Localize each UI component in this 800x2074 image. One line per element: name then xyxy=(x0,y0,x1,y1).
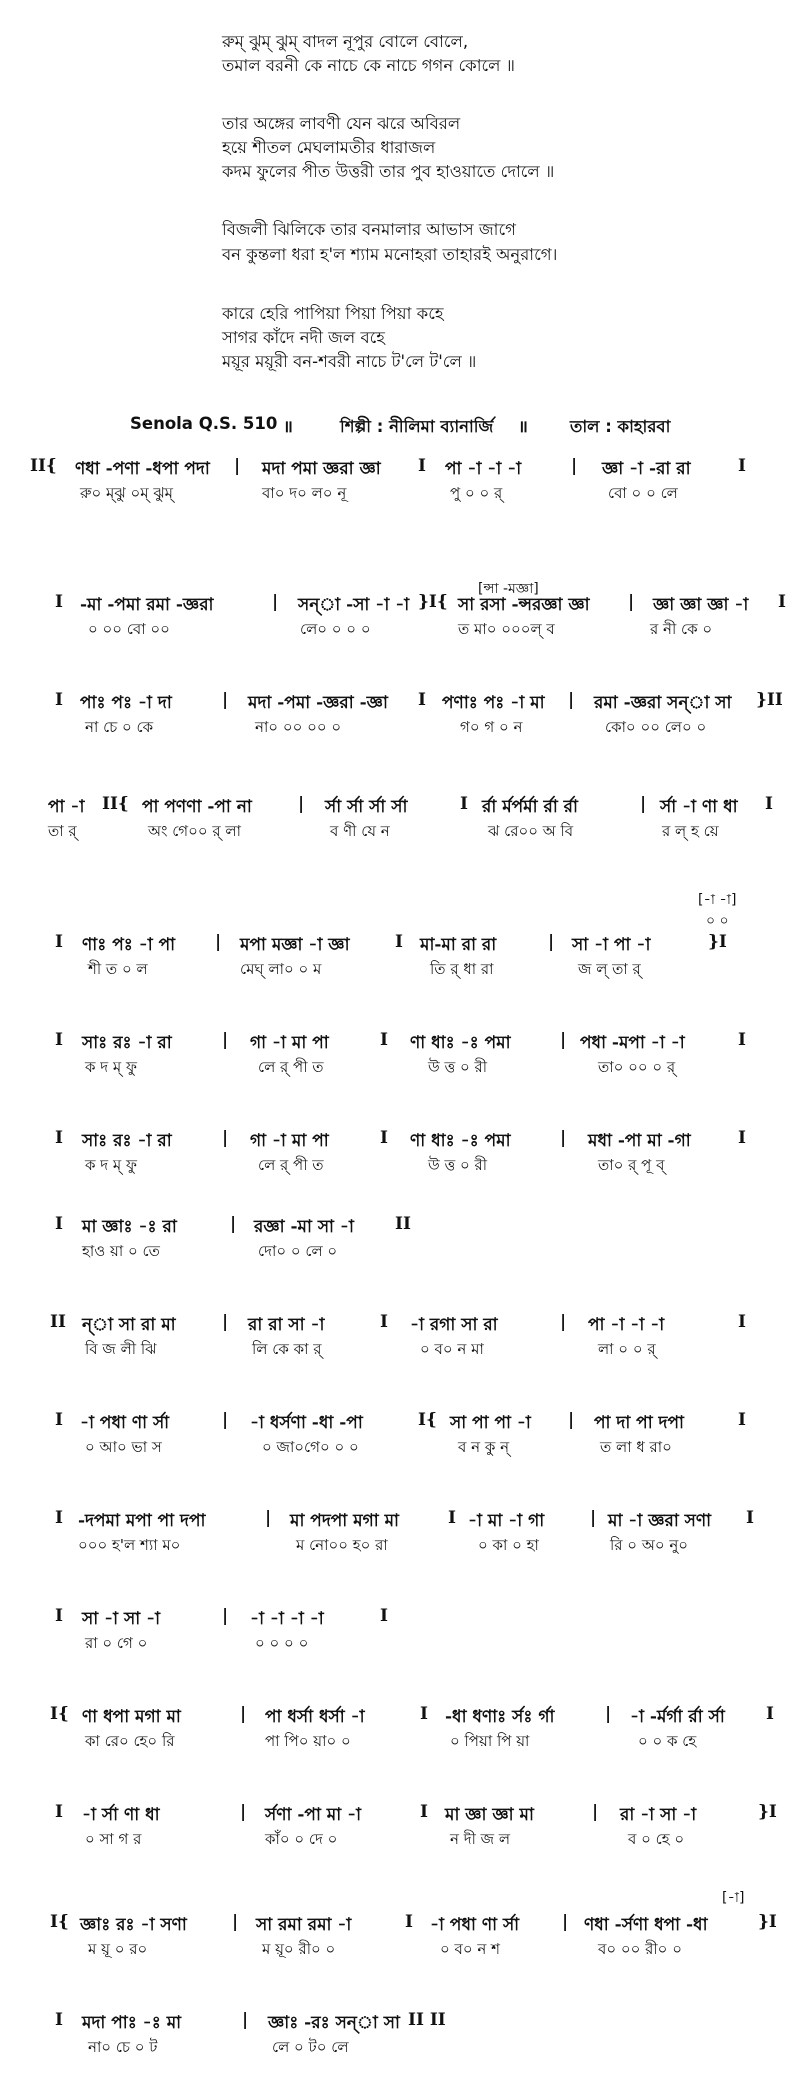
lyric-syllables: বো ০ ০ লে xyxy=(608,484,678,502)
barline: I xyxy=(778,592,786,612)
lyric-line: তার অঙ্গের লাবণী যেন ঝরে অবিরল xyxy=(222,114,461,133)
notation-cell: সাঃ রঃ -া রা xyxy=(82,1033,172,1053)
notation-cell: র্রা র্মর্পর্মা র্রা র্রা xyxy=(482,797,578,817)
barline: | xyxy=(222,1606,229,1626)
lyric-syllables: ০ কা ০ হা xyxy=(478,1536,539,1554)
notation-cell: পা -া -া -া xyxy=(445,459,522,479)
barline: I xyxy=(738,1030,746,1050)
barline: | xyxy=(265,1508,272,1528)
barline: I xyxy=(380,1128,388,1148)
barline: II{ xyxy=(102,794,129,814)
lyric-line: কদম ফুলের পীত উত্তরী তার পুব হাওয়াতে দোলে ॥ xyxy=(222,162,555,181)
notation-cell: পা -া xyxy=(48,797,85,817)
barline: II{ xyxy=(30,456,57,476)
notation-cell: সা -া সা -া xyxy=(82,1609,161,1629)
barline: I xyxy=(55,690,63,710)
lyric-syllables: না চে ০ কে xyxy=(85,718,154,736)
lyric-line: সাগর কাঁদে নদী জল বহে xyxy=(222,328,385,347)
lyric-syllables: রি ০ অ০ নু০ xyxy=(610,1536,689,1554)
barline: | xyxy=(242,2010,249,2030)
lyric-line: বিজলী ঝিলিকে তার বনমালার আভাস জাগে xyxy=(222,220,516,239)
lyric-syllables: লি কে কা র্‌ xyxy=(252,1340,322,1358)
lyric-syllables: র ল্‌ হ য়ে xyxy=(662,822,719,840)
barline: }I{ xyxy=(418,592,448,612)
barline: | xyxy=(640,794,647,814)
barline: | xyxy=(234,456,241,476)
barline: I xyxy=(55,1128,63,1148)
barline: | xyxy=(272,592,279,612)
lyric-syllables: দো০ ০ লে ০ xyxy=(258,1242,338,1260)
lyric-syllables: ত মা০ ০০০ল্‌ ব xyxy=(458,620,555,638)
lyric-syllables: লে র্‌ পী ত xyxy=(258,1156,324,1174)
taal-name: তাল : কাহারবা xyxy=(570,417,671,436)
separator-mark: ॥ xyxy=(283,417,293,436)
notation-cell: পা পণণা -পা না xyxy=(142,797,252,817)
barline: I xyxy=(380,1030,388,1050)
lyric-line: বন কুন্তলা ধরা হ'ল শ্যাম মনোহরা তাহারই অনুরাগে। xyxy=(222,245,558,264)
lyric-syllables: বি জ লী ঝি xyxy=(85,1340,157,1358)
notation-cell: জ্ঞা -া -রা রা xyxy=(602,459,691,479)
notation-cell: পা দা পা দপা xyxy=(594,1413,684,1433)
notation-cell: সা রমা রমা -া xyxy=(256,1915,352,1935)
barline: I xyxy=(55,1508,63,1528)
barline: I xyxy=(418,456,426,476)
notation-cell: রা রা সা -া xyxy=(248,1315,325,1335)
barline: | xyxy=(298,794,305,814)
notation-cell: -া রগা সা রা xyxy=(410,1315,498,1335)
lyric-syllables: র নী কে ০ xyxy=(650,620,713,638)
barline: | xyxy=(605,1704,612,1724)
lyric-line: ময়ূর ময়ূরী বন-শবরী নাচে ট'লে ট'লে ॥ xyxy=(222,352,477,371)
barline: II II xyxy=(408,2010,446,2030)
notation-cell: -া ধর্সণা -ধা -পা xyxy=(250,1413,363,1433)
lyric-syllables: ০ ০ ০ ০ xyxy=(255,1634,309,1652)
barline: | xyxy=(240,1802,247,1822)
barline: I xyxy=(418,690,426,710)
lyric-syllables: শী ত ০ ল xyxy=(88,960,148,978)
notation-cell: মপা মজ্ঞা -া জ্ঞা xyxy=(240,935,350,955)
notation-cell: মা জ্ঞা জ্ঞা মা xyxy=(445,1805,534,1825)
lyric-syllables: ত লা ধ রা০ xyxy=(600,1438,672,1456)
barline: | xyxy=(222,1128,229,1148)
notation-cell: র্সণা -পা মা -া xyxy=(265,1805,362,1825)
notation-cell: রমা -জ্ঞরা সন্া সা xyxy=(594,693,732,713)
barline: I xyxy=(380,1606,388,1626)
barline: I xyxy=(55,1606,63,1626)
barline: I xyxy=(380,1312,388,1332)
barline: }II xyxy=(756,690,783,710)
notation-cell: পা -া -া -া xyxy=(588,1315,665,1335)
barline: I xyxy=(738,1410,746,1430)
barline: | xyxy=(562,1912,569,1932)
record-number: Senola Q.S. 510 xyxy=(130,414,278,433)
notation-cell: র্সা র্সা র্সা র্সা xyxy=(325,797,408,817)
notation-cell: -মা -পমা রমা -জ্ঞরা xyxy=(80,595,214,615)
barline: | xyxy=(232,1912,239,1932)
lyric-syllables: উ ত্ত ০ রী xyxy=(428,1156,488,1174)
lyric-syllables: লে ০ ট০ লে xyxy=(272,2038,349,2056)
lyric-syllables: রু০ ম্‌ঝু ০ম্‌ ঝুম্‌ xyxy=(80,484,174,502)
notation-annotation: [-া -া] xyxy=(698,892,737,908)
notation-cell: -া -র্মর্গা র্রা র্সা xyxy=(630,1707,725,1727)
lyric-syllables: লে র্‌ পী ত xyxy=(258,1058,324,1076)
notation-cell: সা পা পা -া xyxy=(450,1413,531,1433)
notation-cell: রজ্ঞা -মা সা -া xyxy=(254,1217,354,1237)
lyric-line: হয়ে শীতল মেঘলামতীর ধারাজল xyxy=(222,138,436,157)
barline: | xyxy=(230,1214,237,1234)
lyric-syllables: হাও য়া ০ তে xyxy=(82,1242,160,1260)
notation-cell: পধা -মপা -া -া xyxy=(580,1033,685,1053)
lyric-syllables: ০ জা০গে০ ০ ০ xyxy=(262,1438,359,1456)
barline: I xyxy=(55,932,63,952)
barline: | xyxy=(560,1128,567,1148)
barline: I xyxy=(738,1312,746,1332)
notation-cell: ণা ধপা মগা মা xyxy=(82,1707,181,1727)
barline: I xyxy=(55,592,63,612)
lyric-syllables: ঝ রে০০ অ বি xyxy=(488,822,574,840)
barline: | xyxy=(222,690,229,710)
lyric-syllables: কো০ ০০ লে০ ০ xyxy=(605,718,707,736)
lyric-syllables: ব ০ হে ০ xyxy=(628,1830,685,1848)
lyric-syllables: গ০ গ ০ ন xyxy=(460,718,523,736)
barline: I{ xyxy=(50,1912,69,1932)
lyric-syllables: ন দী জ ল xyxy=(450,1830,511,1848)
lyric-syllables: ব ন কু ন্‌ xyxy=(458,1438,510,1456)
lyric-syllables: ০ আ০ ভা স xyxy=(85,1438,162,1456)
lyric-syllables: লা ০ ০ র্‌ xyxy=(598,1340,656,1358)
lyric-syllables: ম য়ূ ০ র০ xyxy=(88,1940,148,1958)
notation-cell: ণধা -পণা -ধপা পদা xyxy=(75,459,210,479)
barline: }I xyxy=(758,1802,777,1822)
lyric-syllables: ম নো০০ হ০ রা xyxy=(296,1536,388,1554)
barline: | xyxy=(568,690,575,710)
barline: I xyxy=(420,1802,428,1822)
barline: II xyxy=(50,1312,66,1332)
notation-cell: ন্া সা রা মা xyxy=(82,1315,176,1335)
lyric-syllables: রা ০ গে ০ xyxy=(85,1634,148,1652)
lyric-syllables: ০ ০ ক হে xyxy=(638,1732,697,1750)
barline: I xyxy=(738,456,746,476)
notation-cell: মধা -পা মা -গা xyxy=(588,1131,691,1151)
lyric-syllables: পু ০ ০ র্‌ xyxy=(450,484,503,502)
notation-cell: ণধা -র্সণা ধপা -ধা xyxy=(584,1915,708,1935)
notation-cell: পণাঃ পঃ -া মা xyxy=(442,693,545,713)
barline: II xyxy=(395,1214,411,1234)
lyric-line: কারে হেরি পাপিয়া পিয়া পিয়া কহে xyxy=(222,304,444,323)
lyric-syllables: ০ ব০ ন মা xyxy=(420,1340,484,1358)
notation-cell: মদা পাঃ -ঃ মা xyxy=(82,2013,182,2033)
barline: I xyxy=(766,1704,774,1724)
barline: I xyxy=(420,1704,428,1724)
notation-cell: পা ধর্সা ধর্সা -া xyxy=(265,1707,365,1727)
barline: }I xyxy=(758,1912,777,1932)
separator-mark: ॥ xyxy=(518,417,528,436)
barline: | xyxy=(560,1312,567,1332)
lyric-syllables: ব ণী যে ন xyxy=(330,822,390,840)
notation-cell: পাঃ পঃ -া দা xyxy=(80,693,172,713)
lyric-syllables: ০ পিয়া পি য়া xyxy=(450,1732,530,1750)
notation-cell: ণাঃ পঃ -া পা xyxy=(82,935,176,955)
notation-cell: সা রসা -ন্সরজ্ঞা জ্ঞা xyxy=(458,595,590,615)
notation-cell: -দপমা মপা পা দপা xyxy=(78,1511,206,1531)
barline: I xyxy=(395,932,403,952)
barline: | xyxy=(222,1312,229,1332)
lyric-syllables: ০০০ হ'ল শ্যা ম০ xyxy=(78,1536,181,1554)
lyric-line: তমাল বরনী কে নাচে কে নাচে গগন কোলে ॥ xyxy=(222,56,515,75)
lyric-syllables: না০ ০০ ০০ ০ xyxy=(255,718,342,736)
notation-cell: গা -া মা পা xyxy=(250,1033,329,1053)
barline: | xyxy=(628,592,635,612)
lyric-syllables: কাঁ০ ০ দে ০ xyxy=(265,1830,338,1848)
barline: | xyxy=(215,932,222,952)
notation-annotation: [-া] xyxy=(722,1890,745,1906)
lyric-syllables: ০ ব০ ন শ xyxy=(440,1940,500,1958)
barline: | xyxy=(222,1410,229,1430)
lyric-syllables: ম য়ূ০ রী০ ০ xyxy=(262,1940,336,1958)
barline: I{ xyxy=(418,1410,437,1430)
lyric-syllables: উ ত্ত ০ রী xyxy=(428,1058,488,1076)
notation-annotation: [ন্সা -মজ্ঞা] xyxy=(478,581,539,597)
barline: I xyxy=(765,794,773,814)
barline: }I xyxy=(708,932,727,952)
barline: I xyxy=(738,1128,746,1148)
notation-cell: র্সা -া ণা ধা xyxy=(660,797,738,817)
notation-cell: ণা ধাঃ -ঃ পমা xyxy=(410,1033,511,1053)
lyric-syllables: মেঘ্‌ লা০ ০ ম xyxy=(240,960,322,978)
barline: | xyxy=(571,456,578,476)
barline: | xyxy=(240,1704,247,1724)
barline: I xyxy=(55,1214,63,1234)
barline: I xyxy=(746,1508,754,1528)
notation-cell: সন্া -সা -া -া xyxy=(298,595,410,615)
barline: | xyxy=(548,932,555,952)
barline: I xyxy=(448,1508,456,1528)
lyric-syllables: তা০ ০০ ০ র্‌ xyxy=(598,1058,676,1076)
lyric-syllables: তা র্‌ xyxy=(48,822,77,840)
barline: | xyxy=(568,1410,575,1430)
barline: I xyxy=(405,1912,413,1932)
barline: | xyxy=(592,1802,599,1822)
notation-cell: গা -া মা পা xyxy=(250,1131,329,1151)
lyric-syllables: ক দ ম্‌ ফু xyxy=(85,1156,137,1174)
lyric-syllables: ০ ০০ বো ০০ xyxy=(88,620,170,638)
notation-cell: মদা -পমা -জ্ঞরা -জ্ঞা xyxy=(248,693,388,713)
lyric-syllables: বা০ দ০ ল০ নূ xyxy=(262,484,347,502)
notation-cell: মা -া জ্ঞরা সণা xyxy=(608,1511,712,1531)
barline: | xyxy=(560,1030,567,1050)
lyric-syllables: ব০ ০০ রী০ ০ xyxy=(598,1940,682,1958)
lyric-syllables: পা পি০ য়া০ ০ xyxy=(265,1732,351,1750)
barline: | xyxy=(590,1508,597,1528)
lyric-syllables: জ ল্‌ তা র্‌ xyxy=(578,960,641,978)
notation-cell: মা-মা রা রা xyxy=(420,935,497,955)
notation-cell: জ্ঞাঃ -রঃ সন্া সা xyxy=(268,2013,400,2033)
notation-cell: রা -া সা -া xyxy=(620,1805,697,1825)
lyric-syllables: তা০ র্‌ পূ ব্‌ xyxy=(598,1156,665,1174)
notation-cell: জ্ঞাঃ রঃ -া সণা xyxy=(80,1915,187,1935)
notation-cell: সা -া পা -া xyxy=(572,935,651,955)
notation-cell: ণা ধাঃ -ঃ পমা xyxy=(410,1131,511,1151)
notation-cell: জ্ঞা জ্ঞা জ্ঞা -া xyxy=(653,595,749,615)
notation-cell: -া মা -া গা xyxy=(468,1511,545,1531)
barline: I xyxy=(55,1410,63,1430)
artist-name: শিল্পী : নীলিমা ব্যানার্জি xyxy=(340,417,494,436)
notation-annotation: ০ ০ xyxy=(706,913,729,929)
barline: I xyxy=(460,794,468,814)
notation-cell: সাঃ রঃ -া রা xyxy=(82,1131,172,1151)
lyric-syllables: ০ সা গ র xyxy=(85,1830,142,1848)
notation-cell: -া পধা ণা র্সা xyxy=(80,1413,170,1433)
lyric-line: রুম্ ঝুম্ ঝুম্ বাদল নূপুর বোলে বোলে, xyxy=(222,32,469,51)
lyric-syllables: লে০ ০ ০ ০ xyxy=(300,620,371,638)
barline: I xyxy=(55,1802,63,1822)
lyric-syllables: না০ চে ০ ট xyxy=(88,2038,158,2056)
notation-cell: মদা পমা জ্ঞরা জ্ঞা xyxy=(262,459,381,479)
barline: I{ xyxy=(50,1704,69,1724)
notation-cell: -া -া -া -া xyxy=(250,1609,324,1629)
lyric-syllables: ক দ ম্‌ ফু xyxy=(85,1058,137,1076)
lyric-syllables: তি র্‌ ধা রা xyxy=(430,960,494,978)
notation-cell: মা জ্ঞাঃ -ঃ রা xyxy=(82,1217,177,1237)
notation-cell: -ধা ধণাঃ র্সঃ র্গা xyxy=(445,1707,555,1727)
barline: I xyxy=(55,2010,63,2030)
barline: I xyxy=(55,1030,63,1050)
notation-cell: মা পদপা মগা মা xyxy=(290,1511,399,1531)
notation-cell: -া র্সা ণা ধা xyxy=(82,1805,160,1825)
lyric-syllables: অং গে০০ র্‌ লা xyxy=(148,822,241,840)
lyric-syllables: কা রে০ হে০ রি xyxy=(85,1732,175,1750)
barline: | xyxy=(222,1030,229,1050)
notation-cell: -া পধা ণা র্সা xyxy=(430,1915,520,1935)
